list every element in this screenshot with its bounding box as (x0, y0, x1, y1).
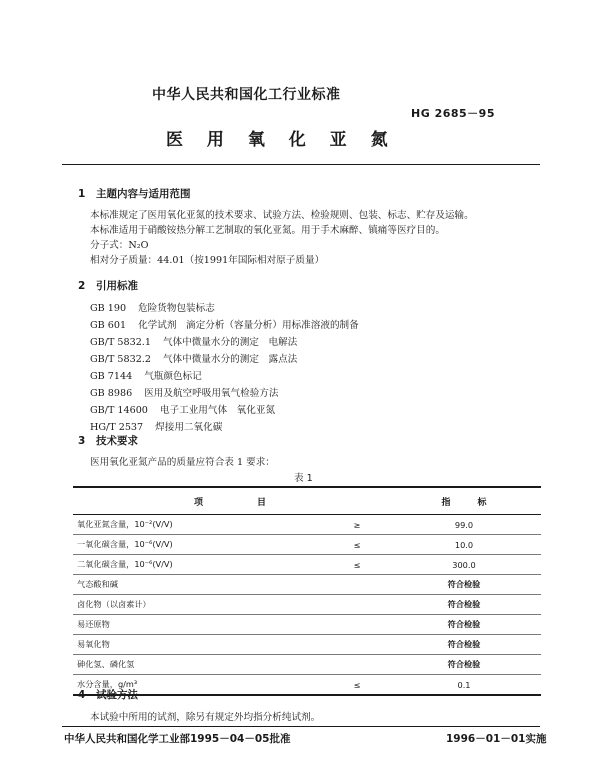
reference-item (90, 300, 359, 317)
table-header-item: 项 目 (73, 487, 387, 515)
reference-item (90, 368, 359, 385)
table-row (73, 655, 541, 675)
table-cell-item: 一氧化碳含量，10⁻⁶(V/V) (73, 535, 327, 555)
section-1-title: 主题内容与适用范围 (96, 188, 191, 200)
section-1-line: 相对分子质量：44.01（按1991年国际相对原子质量） (90, 255, 325, 266)
section-2-heading (78, 278, 138, 293)
table-cell-value: 300.0 (387, 555, 541, 575)
reference-name: 危险货物包装标志 (138, 303, 215, 314)
table-cell-value: 符合检验 (387, 635, 541, 655)
table-header-value: 指 标 (387, 487, 541, 515)
reference-name: 气体中微量水分的测定 露点法 (162, 354, 298, 365)
section-3-number: 3 (78, 435, 86, 447)
section-1-line: 本标准规定了医用氧化亚氮的技术要求、试验方法、检验规则、包装、标志、贮存及运输。 (90, 210, 474, 221)
section-4-number: 4 (78, 689, 86, 701)
reference-name: 医用及航空呼吸用氧气检验方法 (144, 388, 279, 399)
reference-code: GB/T 5832.1 (90, 337, 151, 348)
reference-name: 气瓶颜色标记 (144, 371, 202, 382)
reference-code: GB 7144 (90, 371, 133, 382)
table-cell-value: 符合检验 (387, 615, 541, 635)
table-cell-comparator (327, 635, 387, 655)
table-cell-comparator: ≤ (327, 535, 387, 555)
section-4-heading (78, 687, 138, 702)
table-cell-value: 符合检验 (387, 655, 541, 675)
reference-code: GB 601 (90, 320, 127, 331)
table-row (73, 595, 541, 615)
section-4-title: 试验方法 (96, 689, 138, 701)
table-row (73, 575, 541, 595)
quality-table (73, 486, 541, 696)
table-cell-item: 水分含量，g/m³ (73, 675, 327, 696)
table-cell-comparator (327, 655, 387, 675)
reference-item (90, 402, 359, 419)
table-header-row (73, 487, 541, 515)
standard-org-title: 中华人民共和国化工行业标准 (152, 87, 341, 103)
reference-item (90, 351, 359, 368)
reference-name: 化学试剂 滴定分析（容量分析）用标准溶液的制备 (138, 320, 359, 331)
table-cell-comparator (327, 615, 387, 635)
reference-item (90, 334, 359, 351)
table-cell-item: 二氧化碳含量，10⁻⁶(V/V) (73, 555, 327, 575)
section-1-heading (78, 186, 191, 201)
table-cell-comparator: ≥ (327, 515, 387, 535)
table-cell-comparator: ≤ (327, 675, 387, 696)
section-2-number: 2 (78, 280, 86, 292)
reference-list (90, 300, 359, 436)
table-row (73, 635, 541, 655)
reference-item (90, 317, 359, 334)
section-3-heading (78, 433, 138, 448)
section-1-body (90, 208, 474, 268)
section-4-line: 本试验中所用的试剂，除另有规定外均指分析纯试剂。 (90, 712, 321, 723)
section-1-line: 本标准适用于硝酸铵热分解工艺制取的氧化亚氮。用于手术麻醉、镇痛等医疗目的。 (90, 225, 445, 236)
table-cell-comparator: ≤ (327, 555, 387, 575)
footer-rule (62, 726, 540, 727)
section-1-number: 1 (78, 188, 86, 200)
effective-line: 1996－01－01实施 (446, 733, 547, 745)
table-cell-value: 99.0 (387, 515, 541, 535)
reference-name: 电子工业用气体 氧化亚氮 (159, 405, 276, 416)
table-cell-value: 符合检验 (387, 595, 541, 615)
reference-code: HG/T 2537 (90, 422, 144, 433)
table-cell-comparator (327, 595, 387, 615)
reference-code: GB/T 5832.2 (90, 354, 151, 365)
document-title: 医 用 氧 化 亚 氮 (166, 130, 397, 150)
table-cell-item: 砷化氢、磷化氢 (73, 655, 327, 675)
standard-number: HG 2685－95 (411, 107, 495, 120)
table-row (73, 615, 541, 635)
table-cell-item: 卤化物（以卤素计） (73, 595, 327, 615)
section-3-title: 技术要求 (96, 435, 138, 447)
table-row (73, 675, 541, 696)
section-1-line: 分子式：N₂O (90, 240, 149, 251)
table-cell-item: 氧化亚氮含量，10⁻²(V/V) (73, 515, 327, 535)
table-cell-value: 符合检验 (387, 575, 541, 595)
section-3-intro: 医用氧化亚氮产品的质量应符合表 1 要求： (90, 457, 275, 468)
reference-name: 焊接用二氧化碳 (155, 422, 223, 433)
table-cell-item: 易还原物 (73, 615, 327, 635)
table-cell-value: 0.1 (387, 675, 541, 696)
section-2-title: 引用标准 (96, 280, 138, 292)
reference-item (90, 385, 359, 402)
reference-name: 气体中微量水分的测定 电解法 (162, 337, 298, 348)
table-cell-item: 易氧化物 (73, 635, 327, 655)
reference-code: GB/T 14600 (90, 405, 148, 416)
table-row (73, 555, 541, 575)
table-caption: 表 1 (294, 473, 313, 484)
approval-line: 中华人民共和国化学工业部1995－04－05批准 (64, 733, 291, 745)
reference-code: GB 8986 (90, 388, 133, 399)
reference-code: GB 190 (90, 303, 127, 314)
table-cell-value: 10.0 (387, 535, 541, 555)
header-rule (62, 164, 540, 165)
table-row (73, 515, 541, 535)
table-row (73, 535, 541, 555)
table-cell-item: 气态酸和碱 (73, 575, 327, 595)
table-cell-comparator (327, 575, 387, 595)
